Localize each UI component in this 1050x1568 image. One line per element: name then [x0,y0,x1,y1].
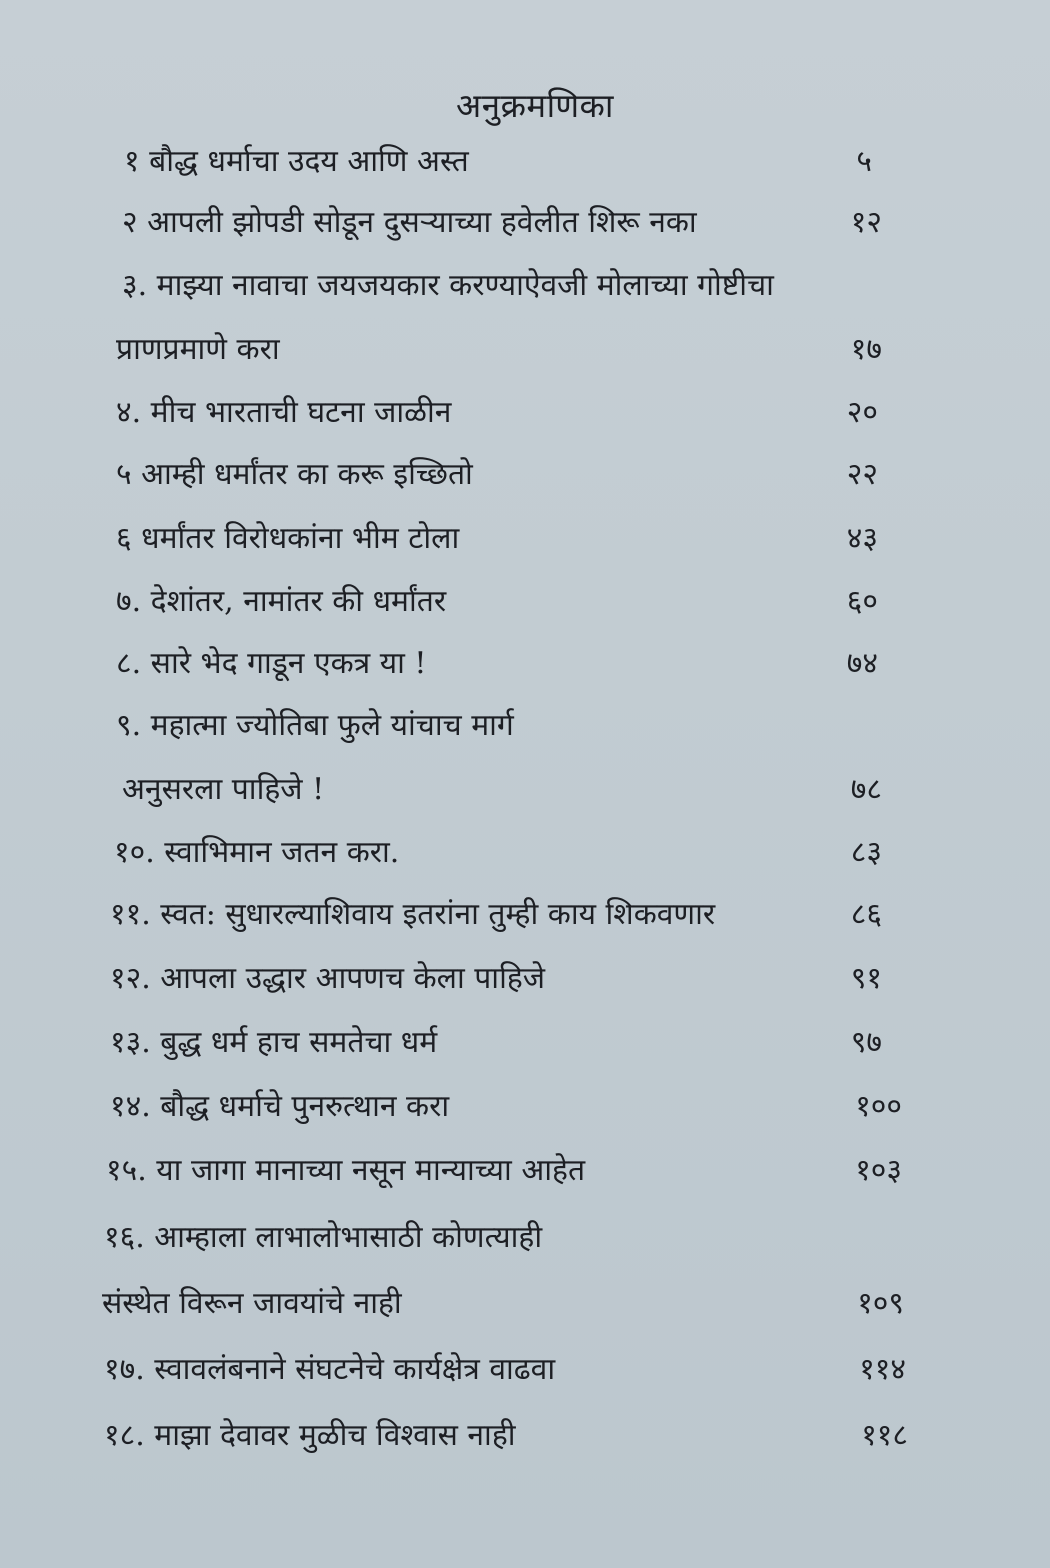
toc-entry-5 [0,451,1050,499]
toc-entry-page: २२ [846,457,878,492]
toc-entry-page: ८६ [850,897,882,932]
toc-entry-11 [0,891,1050,939]
toc-entry-title: २ आपली झोपडी सोडून दुसऱ्याच्या हवेलीत शिरू नका [122,205,697,240]
toc-entry-3 [0,262,1050,310]
toc-entry-title: ७. देशांतर, नामांतर की धर्मांतर [116,584,447,619]
toc-entry-page: ९७ [850,1025,882,1060]
toc-entry-title: ४. मीच भारताची घटना जाळीन [116,395,452,430]
toc-entry-page: २० [846,395,878,430]
toc-entry-page: ११८ [861,1418,908,1453]
toc-entry-3-cont [0,326,1050,374]
toc-entry-page: ६० [846,584,878,619]
toc-entry-2 [0,199,1050,247]
toc-entry-title: संस्थेत विरून जावयांचे नाही [102,1286,402,1321]
toc-entry-16 [0,1214,1050,1262]
toc-entry-title: ८. सारे भेद गाडून एकत्र या ! [116,646,427,681]
toc-entry-page: १७ [850,332,882,367]
toc-entry-title: १४. बौद्ध धर्माचे पुनरुत्थान करा [110,1089,450,1124]
toc-entry-title: १७. स्वावलंबनाने संघटनेचे कार्यक्षेत्र वाढवा [104,1352,556,1387]
toc-entry-page: १०९ [857,1286,904,1321]
toc-entry-page: १०३ [855,1153,902,1188]
toc-entry-page: ८३ [850,835,882,870]
toc-entry-title: १६. आम्हाला लाभालोभासाठी कोणत्याही [104,1220,543,1255]
toc-entry-page: ५ [856,144,872,179]
toc-entry-title: १३. बुद्ध धर्म हाच समतेचा धर्म [110,1025,438,1060]
toc-entry-7 [0,578,1050,626]
toc-entry-15 [0,1147,1050,1195]
toc-entry-title: १ बौद्ध धर्माचा उदय आणि अस्त [124,144,469,179]
toc-entry-4 [0,389,1050,437]
toc-entry-1 [0,138,1050,186]
toc-entry-9-cont [0,766,1050,814]
toc-entry-title: अनुसरला पाहिजे ! [122,772,325,807]
toc-entry-page: ७८ [850,772,882,807]
toc-entry-title: १२. आपला उद्धार आपणच केला पाहिजे [110,961,546,996]
toc-entry-title: ९. महात्मा ज्योतिबा फुले यांचाच मार्ग [116,708,514,743]
toc-entry-title: ६ धर्मांतर विरोधकांना भीम टोला [116,521,460,556]
toc-entry-title: ११. स्वत: सुधारल्याशिवाय इतरांना तुम्ही काय शिकवणार [110,897,716,932]
toc-entry-title: ३. माझ्या नावाचा जयजयकार करण्याऐवजी मोलाच्या गोष्टीचा [122,268,774,303]
toc-entry-page: ७४ [846,646,878,681]
toc-entry-16-cont [0,1280,1050,1328]
toc-entry-10 [0,829,1050,877]
toc-entry-6 [0,515,1050,563]
toc-entry-title: १०. स्वाभिमान जतन करा. [114,835,400,870]
toc-entry-page: ४३ [846,521,878,556]
toc-entry-page: १०० [855,1089,902,1124]
toc-entry-14 [0,1083,1050,1131]
toc-entry-page: ९१ [850,961,882,996]
page-title: अनुक्रमणिका [456,86,614,125]
toc-entry-8 [0,640,1050,688]
toc-entry-title: १८. माझा देवावर मुळीच विश्वास नाही [104,1418,516,1453]
toc-entry-page: १२ [850,205,882,240]
toc-entry-title: प्राणप्रमाणे करा [116,332,280,367]
toc-entry-page: ११४ [859,1352,906,1387]
toc-entry-12 [0,955,1050,1003]
toc-entry-18 [0,1412,1050,1460]
toc-entry-title: ५ आम्ही धर्मांतर का करू इच्छितो [116,457,473,492]
toc-entry-9 [0,702,1050,750]
toc-entry-13 [0,1019,1050,1067]
toc-entry-17 [0,1346,1050,1394]
toc-entry-title: १५. या जागा मानाच्या नसून मान्याच्या आहेत [106,1153,586,1188]
